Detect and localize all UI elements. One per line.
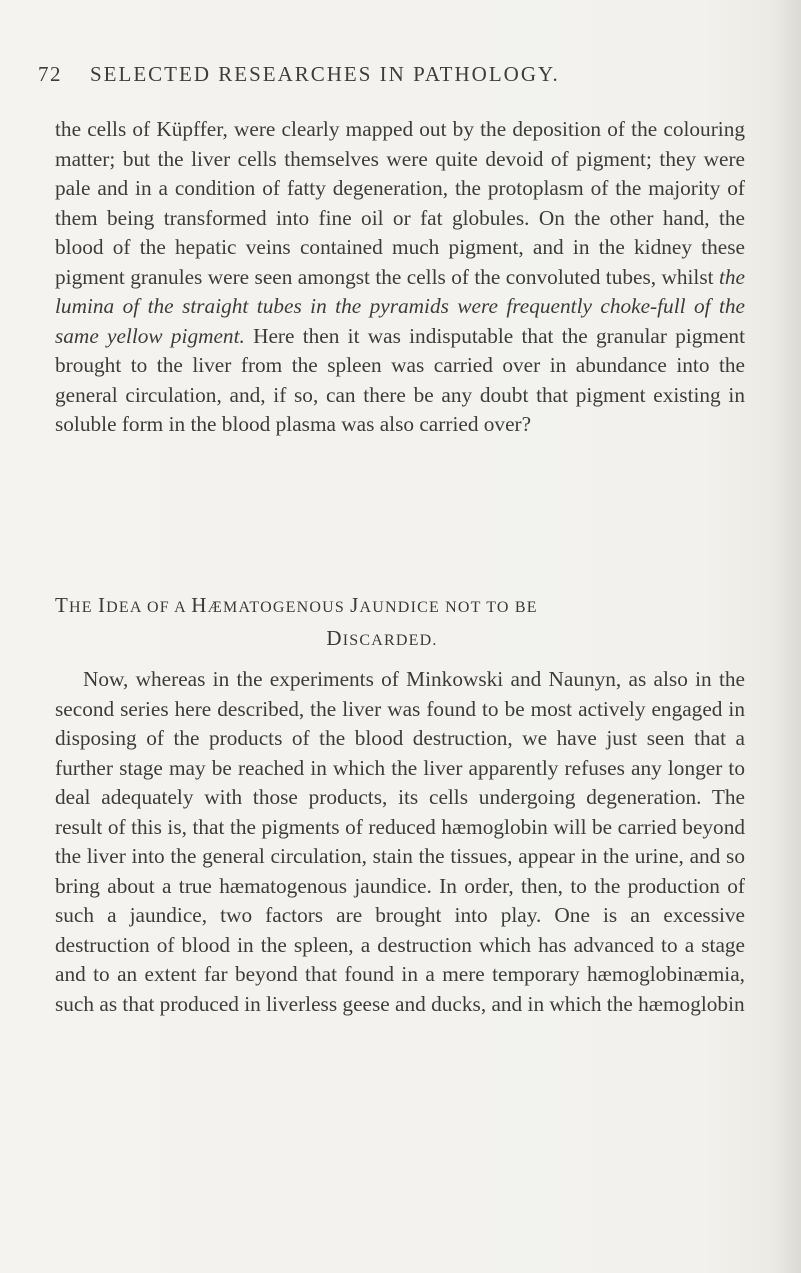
section-heading: [55, 590, 745, 656]
paragraph-continued: [55, 115, 745, 440]
paragraph-text-part1: the cells of Küpffer, were clearly mapped out by the deposition of the colouring matter; but the liver cells themselves were quite devoid of pigment; they were pale and in a condition of fatty degeneration, the protoplasm of the majority of them being transformed into fine oil or fat globules. On the other hand, the blood of the hepatic veins contained much pigment, and in the kidney these pigment granules were seen amongst the cells of the convoluted tubes, whilst: [55, 117, 745, 289]
page-number: 72: [38, 62, 62, 86]
running-title: SELECTED RESEARCHES IN PATHOLOGY.: [90, 62, 560, 86]
page-edge-shadow: [775, 0, 801, 1273]
running-head: [38, 62, 760, 92]
paragraph-italic-emphasis: the lumina of the straight tubes in the pyramids were frequently choke-full of the same yellow pigment.: [55, 264, 745, 348]
paragraph: Now, whereas in the experiments of Minkowski and Naunyn, as also in the second series here described, the liver was found to be most actively engaged in disposing of the products of the blood destruction, we have just seen that a further stage may be reached in which the liver apparently refuses any longer to deal adequately with those products, its cells undergoing degeneration. The result of this is, that the pigments of reduced hæmoglobin will be carried beyond the liver into the general circulation, stain the tissues, appear in the urine, and so bring about a true hæmatogenous jaundice. In order, then, to the production of such a jaundice, two factors are brought into play. One is an excessive destruction of blood in the spleen, a destruction which has advanced to a stage and to an extent far beyond that found in a mere temporary hæmoglobinæmia, such as that produced in liverless geese and ducks, and in which the hæmoglobin: [55, 667, 745, 1016]
paragraph-text-part2: Here then it was indisputable that the granular pigment brought to the liver from the spleen was carried over in abundance into the general circulation, and, if so, can there be any doubt that pigment existing in soluble form in the blood plasma was also carried over?: [55, 323, 745, 436]
heading-line-2: DISCARDED.: [326, 626, 438, 650]
heading-line-1: THE IDEA OF A HÆMATOGENOUS JAUNDICE NOT TO BE: [55, 593, 538, 617]
